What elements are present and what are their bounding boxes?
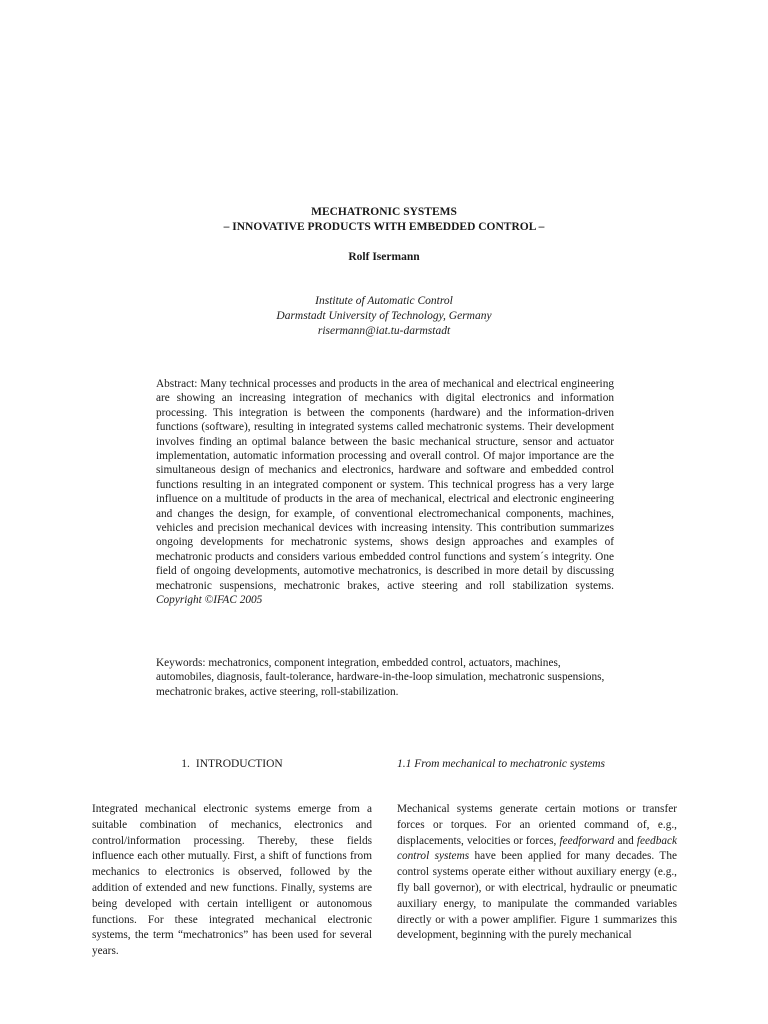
author-email: risermann@iat.tu-darmstadt	[317, 325, 451, 337]
keywords: Keywords: mechatronics, component integration, embedded control, actuators, machines, automobiles, diagnosis, fault-tolerance, hardware-in-the-loop simulation, mechatronic suspensions, mechatronic brakes, active steering, roll-stabilization.	[156, 657, 605, 698]
subsection-paragraph	[397, 802, 677, 944]
term-feedback-control: feedback control systems	[397, 834, 678, 863]
subsection-text-3: have been applied for many decades. The control systems operate either without auxiliary energy (e.g., fly ball governor), or with electrical, hydraulic or pneumatic auxiliary energy, to manipulate the commanded variables directly or with a power amplifier. Figure 1 summarizes this development, beginning with the purely mechanical	[397, 850, 677, 942]
copyright-notice: Copyright ©IFAC 2005	[156, 594, 263, 607]
term-feedforward: feedforward	[559, 834, 615, 847]
affiliation-university: Darmstadt University of Technology, Germany	[276, 310, 492, 322]
title-line-1: MECHATRONIC SYSTEMS	[311, 206, 457, 218]
subsection-text-1: Mechanical systems generate certain motions or transfer forces or torques. For an oriented command of, e.g., displacements, velocities or forces,	[397, 803, 677, 847]
abstract	[156, 377, 614, 608]
subsection-text-2: and	[617, 834, 634, 847]
section-title: INTRODUCTION	[195, 758, 283, 770]
abstract-text: Abstract: Many technical processes and products in the area of mechanical and electrical engineering are showing an increasing integration of mechanics with digital electronics and information processing. This integration is between the components (hardware) and the information-driven functions (software), resulting in integrated systems called mechatronic systems. Their development involves finding an optimal balance between the basic mechanical structure, sensor and actuator implementation, automatic information processing and overall control. Of major importance are the simultaneous design of mechanics and electronics, hardware and software and embedded control functions resulting in an integrated component or system. This technical progress has a very large influence on a multitude of products in the area of mechanical, electrical and electronic engineering and changes the design, for example, of conventional electromechanical components, machines, vehicles and precision mechanical devices with increasing intensity. This contribution summarizes ongoing developments for mechatronic systems, shows design approaches and examples of mechatronic products and considers various embedded control functions and system´s integrity. One field of ongoing developments, automotive mechatronics, is described in more detail by discussing mechatronic suspensions, mechatronic brakes, active steering and roll stabilization systems.	[156, 378, 614, 592]
subsection-heading: 1.1 From mechanical to mechatronic systems	[397, 758, 606, 770]
title-line-2: – INNOVATIVE PRODUCTS WITH EMBEDDED CONTROL –	[223, 221, 545, 233]
paper-title	[0, 205, 768, 235]
author-name: Rolf Isermann	[348, 251, 420, 263]
section-number: 1.	[181, 758, 190, 770]
section-heading-introduction	[92, 758, 372, 770]
affiliation-institute: Institute of Automatic Control	[315, 295, 453, 307]
introduction-paragraph: Integrated mechanical electronic systems emerge from a suitable combination of mechanics, electronics and control/information processing. Thereby, these fields influence each other mutually. First, a shift of functions from mechanics to electronics is observed, followed by the addition of extended and new functions. Finally, systems are being developed with certain intelligent or autonomous functions. For these integrated mechanical electronic systems, the term “mechatronics” has been used for several years.	[92, 803, 372, 958]
affiliation	[0, 294, 768, 339]
